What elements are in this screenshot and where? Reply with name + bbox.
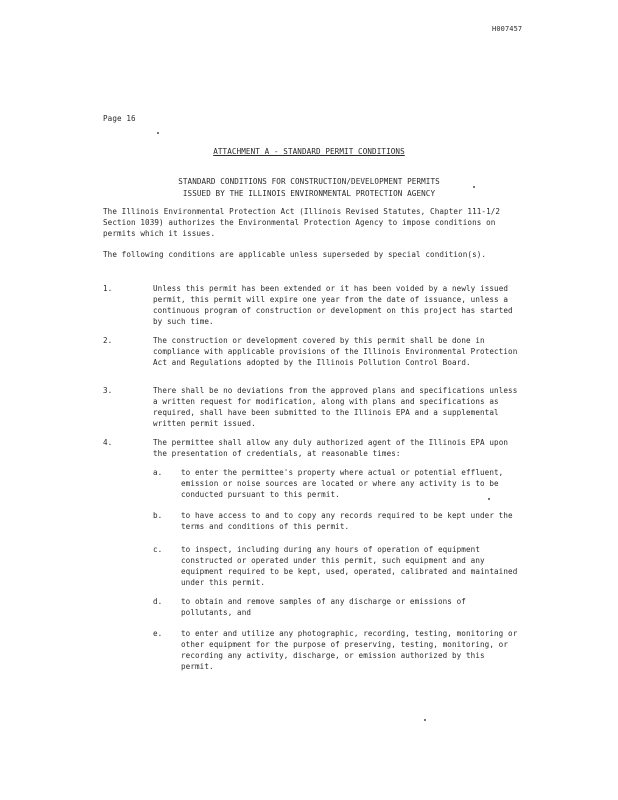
condition-text: There shall be no deviations from the approved plans and specifications unless a written request for modification, along with plans and specifications as required, shall have been submitted to the Illinois EPA and a supplemental written permit issued. xyxy=(153,386,518,428)
condition-text: The permittee shall allow any duly authorized agent of the Illinois EPA upon the presentation of credentials, at reasonable times: xyxy=(153,438,509,458)
subtitle-line-2: ISSUED BY THE ILLINOIS ENVIRONMENTAL PROTECTION AGENCY xyxy=(182,189,436,198)
scan-speck xyxy=(424,719,426,721)
subcondition-text: to enter the permittee's property where actual or potential effluent, emission or noise sources are located or where any activity is to be conducted pursuant to this permit. xyxy=(181,468,504,499)
subcondition-text: to obtain and remove samples of any discharge or emissions of pollutants, and xyxy=(181,597,466,617)
condition-number: 1. xyxy=(103,284,113,293)
scan-speck xyxy=(157,132,159,134)
condition-number: 4. xyxy=(103,438,113,447)
subcondition-label: e. xyxy=(153,629,163,638)
condition-number: 2. xyxy=(103,336,113,345)
applicability-paragraph: The following conditions are applicable unless superseded by special condition(s). xyxy=(103,250,487,259)
subcondition-label: a. xyxy=(153,468,163,477)
intro-paragraph: The Illinois Environmental Protection Act (Illinois Revised Statutes, Chapter 111-1/2 Section 1039) authorizes the Environmental Protection Agency to impose conditions on permits which it issues. xyxy=(103,207,501,238)
page-label: Page 16 xyxy=(103,114,136,123)
document-id: H007457 xyxy=(492,25,523,33)
scan-speck xyxy=(488,498,490,500)
condition-number: 3. xyxy=(103,386,113,395)
condition-text: The construction or development covered by this permit shall be done in compliance with applicable provisions of the Illinois Environmental Protection Act and Regulations adopted by the Illinois Pollution Control Board. xyxy=(153,336,518,367)
subcondition-text: to inspect, including during any hours of operation of equipment constructed or operated under this permit, such equipment and any equipment required to be kept, used, operated, calibrated and maintained under this permit. xyxy=(181,545,518,587)
subcondition-label: d. xyxy=(153,597,163,606)
scan-speck xyxy=(473,186,475,188)
subcondition-text: to enter and utilize any photographic, recording, testing, monitoring or other equipment for the purpose of preserving, testing, monitoring, or recording any activity, discharge, or emission authorized by this permit. xyxy=(181,629,518,671)
subtitle-line-1: STANDARD CONDITIONS FOR CONSTRUCTION/DEVELOPMENT PERMITS xyxy=(178,177,440,186)
condition-text: Unless this permit has been extended or it has been voided by a newly issued permit, this permit will expire one year from the date of issuance, unless a continuous program of construction or development on this project has started by such time. xyxy=(153,284,513,326)
subcondition-label: b. xyxy=(153,511,163,520)
subcondition-label: c. xyxy=(153,545,163,554)
subcondition-text: to have access to and to copy any records required to be kept under the terms and conditions of this permit. xyxy=(181,511,513,531)
attachment-title: ATTACHMENT A - STANDARD PERMIT CONDITIONS xyxy=(213,147,405,156)
